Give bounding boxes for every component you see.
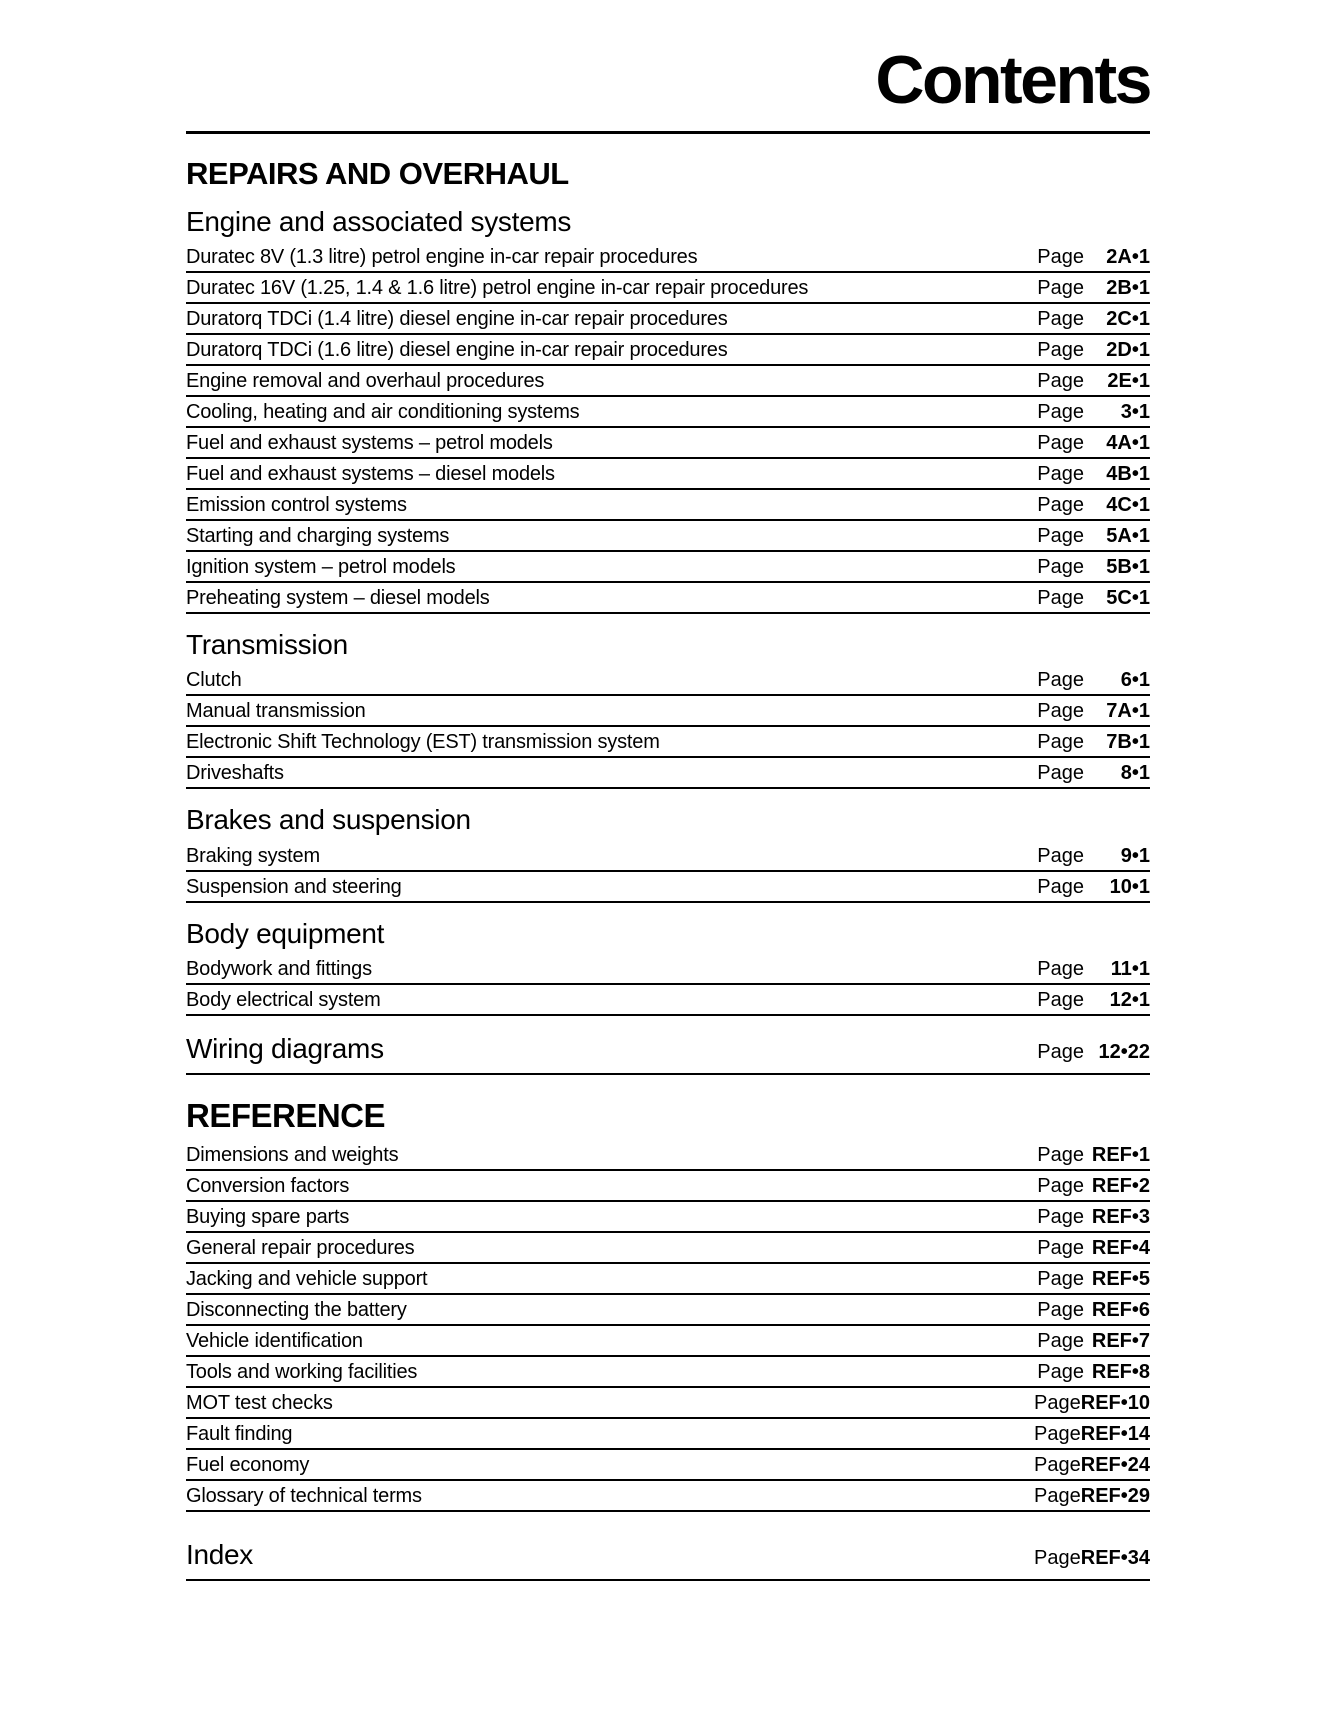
toc-row bbox=[186, 1419, 1150, 1450]
toc-item-label: Braking system bbox=[186, 844, 320, 867]
toc-page-number: REF•4 bbox=[1091, 1236, 1150, 1259]
toc-row bbox=[186, 1140, 1150, 1171]
toc-page-number: REF•14 bbox=[1080, 1422, 1150, 1445]
toc-item-label: Suspension and steering bbox=[186, 875, 402, 898]
toc-page-ref bbox=[1037, 1361, 1150, 1383]
toc-page-word: Page bbox=[1037, 524, 1084, 547]
toc-page-number: 10•1 bbox=[1109, 875, 1150, 898]
toc-page-number: REF•34 bbox=[1080, 1546, 1150, 1569]
toc-page-ref bbox=[1037, 669, 1150, 691]
toc-item-label: MOT test checks bbox=[186, 1391, 333, 1414]
toc-page-word: Page bbox=[1037, 245, 1084, 268]
title-underline bbox=[186, 131, 1150, 134]
toc-item-label: Emission control systems bbox=[186, 493, 407, 516]
subsection-heading-wiring: Wiring diagrams bbox=[186, 1033, 384, 1065]
toc-page-ref bbox=[1034, 1547, 1150, 1570]
toc-item-label: Starting and charging systems bbox=[186, 524, 450, 547]
toc-page-number: 5C•1 bbox=[1106, 586, 1150, 609]
toc-page-word: Page bbox=[1037, 989, 1084, 1012]
toc-list-engine bbox=[186, 242, 1150, 614]
toc-page-word: Page bbox=[1037, 1205, 1084, 1228]
toc-page-ref bbox=[1037, 277, 1150, 299]
toc-item-label: Body electrical system bbox=[186, 989, 381, 1012]
toc-item-label: Clutch bbox=[186, 669, 242, 692]
toc-page-word: Page bbox=[1037, 369, 1084, 392]
toc-page-number: 4A•1 bbox=[1106, 431, 1150, 454]
toc-row bbox=[186, 1357, 1150, 1388]
toc-page-ref bbox=[1037, 731, 1150, 753]
toc-page-word: Page bbox=[1037, 731, 1084, 754]
toc-list-body-equipment bbox=[186, 954, 1150, 1016]
toc-page-word: Page bbox=[1037, 1174, 1084, 1197]
toc-item-label: Preheating system – diesel models bbox=[186, 586, 490, 609]
toc-page-word: Page bbox=[1037, 1360, 1084, 1383]
toc-page-ref bbox=[1037, 1268, 1150, 1290]
toc-page-word: Page bbox=[1037, 400, 1084, 423]
toc-page-number: 2D•1 bbox=[1106, 338, 1150, 361]
toc-page-word: Page bbox=[1034, 1546, 1081, 1569]
toc-row bbox=[186, 242, 1150, 273]
toc-item-label: Driveshafts bbox=[186, 762, 284, 785]
toc-row bbox=[186, 1450, 1150, 1481]
toc-page-word: Page bbox=[1037, 431, 1084, 454]
toc-list-transmission bbox=[186, 665, 1150, 789]
heading-row-index bbox=[186, 1540, 1150, 1581]
toc-page-number: 12•22 bbox=[1098, 1041, 1150, 1064]
toc-page-number: REF•29 bbox=[1080, 1484, 1150, 1507]
toc-row bbox=[186, 954, 1150, 985]
toc-page-word: Page bbox=[1034, 1391, 1081, 1414]
toc-item-label: Cooling, heating and air conditioning systems bbox=[186, 400, 580, 423]
toc-item-label: Duratec 16V (1.25, 1.4 & 1.6 litre) petrol engine in-car repair procedures bbox=[186, 276, 809, 299]
toc-page-number: 6•1 bbox=[1120, 669, 1150, 692]
toc-page-word: Page bbox=[1037, 493, 1084, 516]
subsection-heading-body-equipment: Body equipment bbox=[186, 917, 385, 949]
toc-item-label: Conversion factors bbox=[186, 1174, 350, 1197]
toc-page-ref bbox=[1034, 1423, 1150, 1445]
toc-row bbox=[186, 1481, 1150, 1512]
toc-page-word: Page bbox=[1034, 1453, 1081, 1476]
toc-row bbox=[186, 459, 1150, 490]
toc-item-label: Disconnecting the battery bbox=[186, 1298, 407, 1321]
toc-page-word: Page bbox=[1037, 1329, 1084, 1352]
page-title: Contents bbox=[875, 42, 1150, 118]
toc-row bbox=[186, 583, 1150, 614]
toc-item-label: Duratorq TDCi (1.4 litre) diesel engine in-car repair procedures bbox=[186, 307, 728, 330]
toc-page-word: Page bbox=[1037, 555, 1084, 578]
toc-page-ref bbox=[1037, 432, 1150, 454]
toc-page-ref bbox=[1037, 958, 1150, 980]
toc-page-ref bbox=[1037, 246, 1150, 268]
toc-item-label: Fuel and exhaust systems – petrol models bbox=[186, 431, 553, 454]
toc-row bbox=[186, 985, 1150, 1016]
toc-page-number: 2B•1 bbox=[1106, 276, 1150, 299]
toc-item-label: Electronic Shift Technology (EST) transmission system bbox=[186, 731, 660, 754]
toc-page-ref bbox=[1037, 1041, 1150, 1064]
toc-row bbox=[186, 1171, 1150, 1202]
toc-page-number: 5B•1 bbox=[1106, 555, 1150, 578]
toc-page-number: REF•7 bbox=[1091, 1329, 1150, 1352]
toc-row bbox=[186, 665, 1150, 696]
toc-page-number: 12•1 bbox=[1109, 989, 1150, 1012]
toc-page-number: 8•1 bbox=[1120, 762, 1150, 785]
toc-item-label: Dimensions and weights bbox=[186, 1143, 399, 1166]
toc-page-word: Page bbox=[1037, 669, 1084, 692]
toc-item-label: Fuel and exhaust systems – diesel models bbox=[186, 462, 555, 485]
toc-page-ref bbox=[1037, 1144, 1150, 1166]
toc-row bbox=[186, 1326, 1150, 1357]
toc-item-label: Duratorq TDCi (1.6 litre) diesel engine in-car repair procedures bbox=[186, 338, 728, 361]
toc-page-ref bbox=[1037, 308, 1150, 330]
toc-item-label: Buying spare parts bbox=[186, 1205, 350, 1228]
toc-page-number: REF•6 bbox=[1091, 1298, 1150, 1321]
toc-page-ref bbox=[1034, 1454, 1150, 1476]
toc-page-number: 11•1 bbox=[1110, 958, 1150, 981]
toc-page-ref bbox=[1037, 1237, 1150, 1259]
toc-list-reference bbox=[186, 1140, 1150, 1512]
toc-row bbox=[186, 872, 1150, 903]
toc-page-number: REF•24 bbox=[1080, 1453, 1150, 1476]
toc-page-ref bbox=[1037, 556, 1150, 578]
toc-page-number: 4C•1 bbox=[1106, 493, 1150, 516]
toc-item-label: General repair procedures bbox=[186, 1236, 415, 1259]
toc-row bbox=[186, 1264, 1150, 1295]
toc-item-label: Jacking and vehicle support bbox=[186, 1267, 428, 1290]
toc-row bbox=[186, 428, 1150, 459]
toc-item-label: Fuel economy bbox=[186, 1453, 310, 1476]
toc-page-ref bbox=[1037, 989, 1150, 1011]
toc-item-label: Glossary of technical terms bbox=[186, 1484, 422, 1507]
toc-page-number: REF•1 bbox=[1091, 1143, 1150, 1166]
toc-row bbox=[186, 366, 1150, 397]
toc-page-number: 4B•1 bbox=[1106, 462, 1150, 485]
toc-item-label: Manual transmission bbox=[186, 700, 366, 723]
subsection-heading-brakes: Brakes and suspension bbox=[186, 804, 471, 836]
toc-page-word: Page bbox=[1037, 462, 1084, 485]
toc-page-word: Page bbox=[1037, 958, 1084, 981]
toc-page-ref bbox=[1034, 1485, 1150, 1507]
toc-page-ref bbox=[1037, 700, 1150, 722]
toc-row bbox=[186, 273, 1150, 304]
toc-row bbox=[186, 696, 1150, 727]
subsection-heading-index: Index bbox=[186, 1538, 253, 1570]
toc-row bbox=[186, 1295, 1150, 1326]
toc-row bbox=[186, 758, 1150, 789]
toc-row bbox=[186, 552, 1150, 583]
toc-page-word: Page bbox=[1037, 1041, 1084, 1064]
toc-page-word: Page bbox=[1037, 1267, 1084, 1290]
toc-row bbox=[186, 521, 1150, 552]
toc-row bbox=[186, 1202, 1150, 1233]
toc-page-word: Page bbox=[1037, 844, 1084, 867]
subsection-heading-engine: Engine and associated systems bbox=[186, 205, 572, 237]
toc-page-ref bbox=[1037, 1175, 1150, 1197]
toc-page-word: Page bbox=[1037, 762, 1084, 785]
toc-page-word: Page bbox=[1037, 1236, 1084, 1259]
toc-page-word: Page bbox=[1037, 1298, 1084, 1321]
toc-page-word: Page bbox=[1037, 338, 1084, 361]
toc-page-ref bbox=[1037, 401, 1150, 423]
toc-page-ref bbox=[1037, 845, 1150, 867]
toc-page-word: Page bbox=[1034, 1422, 1081, 1445]
toc-row bbox=[186, 841, 1150, 872]
toc-page-word: Page bbox=[1037, 875, 1084, 898]
toc-page-ref bbox=[1037, 370, 1150, 392]
toc-row bbox=[186, 335, 1150, 366]
toc-page-ref bbox=[1034, 1392, 1150, 1414]
toc-page-word: Page bbox=[1037, 1143, 1084, 1166]
toc-page-word: Page bbox=[1037, 307, 1084, 330]
toc-page-number: REF•3 bbox=[1091, 1205, 1150, 1228]
toc-page-number: 2E•1 bbox=[1107, 369, 1150, 392]
toc-page-ref bbox=[1037, 339, 1150, 361]
toc-page-number: 7B•1 bbox=[1106, 731, 1150, 754]
toc-page-number: REF•2 bbox=[1091, 1174, 1150, 1197]
toc-row bbox=[186, 727, 1150, 758]
toc-page-ref bbox=[1037, 1330, 1150, 1352]
toc-item-label: Vehicle identification bbox=[186, 1329, 363, 1352]
toc-row bbox=[186, 490, 1150, 521]
toc-item-label: Fault finding bbox=[186, 1422, 293, 1445]
toc-page-number: 2C•1 bbox=[1106, 307, 1150, 330]
toc-row bbox=[186, 1388, 1150, 1419]
toc-page-ref bbox=[1037, 876, 1150, 898]
toc-item-label: Duratec 8V (1.3 litre) petrol engine in-car repair procedures bbox=[186, 245, 698, 268]
toc-item-label: Tools and working facilities bbox=[186, 1360, 418, 1383]
toc-page-number: REF•5 bbox=[1091, 1267, 1150, 1290]
subsection-heading-transmission: Transmission bbox=[186, 628, 348, 660]
toc-page-number: 9•1 bbox=[1120, 844, 1150, 867]
toc-page-number: REF•8 bbox=[1091, 1360, 1150, 1383]
toc-row bbox=[186, 304, 1150, 335]
toc-page-number: 3•1 bbox=[1120, 400, 1150, 423]
toc-item-label: Engine removal and overhaul procedures bbox=[186, 369, 545, 392]
toc-item-label: Ignition system – petrol models bbox=[186, 555, 456, 578]
toc-row bbox=[186, 1233, 1150, 1264]
heading-row-wiring-diagrams bbox=[186, 1034, 1150, 1075]
toc-page-number: REF•10 bbox=[1080, 1391, 1150, 1414]
toc-page-number: 2A•1 bbox=[1106, 245, 1150, 268]
toc-page-ref bbox=[1037, 525, 1150, 547]
toc-page-word: Page bbox=[1037, 276, 1084, 299]
toc-page-ref bbox=[1037, 494, 1150, 516]
toc-page-ref bbox=[1037, 1206, 1150, 1228]
toc-list-brakes bbox=[186, 841, 1150, 903]
toc-page-ref bbox=[1037, 587, 1150, 609]
toc-page-number: 5A•1 bbox=[1106, 524, 1150, 547]
toc-page-word: Page bbox=[1037, 586, 1084, 609]
toc-content bbox=[186, 0, 1150, 1581]
toc-page-ref bbox=[1037, 463, 1150, 485]
toc-item-label: Bodywork and fittings bbox=[186, 958, 372, 981]
toc-page-word: Page bbox=[1034, 1484, 1081, 1507]
toc-row bbox=[186, 397, 1150, 428]
section-heading-reference: REFERENCE bbox=[186, 1097, 386, 1135]
toc-page-ref bbox=[1037, 762, 1150, 784]
section-heading-repairs: REPAIRS AND OVERHAUL bbox=[186, 156, 569, 191]
toc-page-number: 7A•1 bbox=[1106, 700, 1150, 723]
toc-page-word: Page bbox=[1037, 700, 1084, 723]
toc-page-ref bbox=[1037, 1299, 1150, 1321]
